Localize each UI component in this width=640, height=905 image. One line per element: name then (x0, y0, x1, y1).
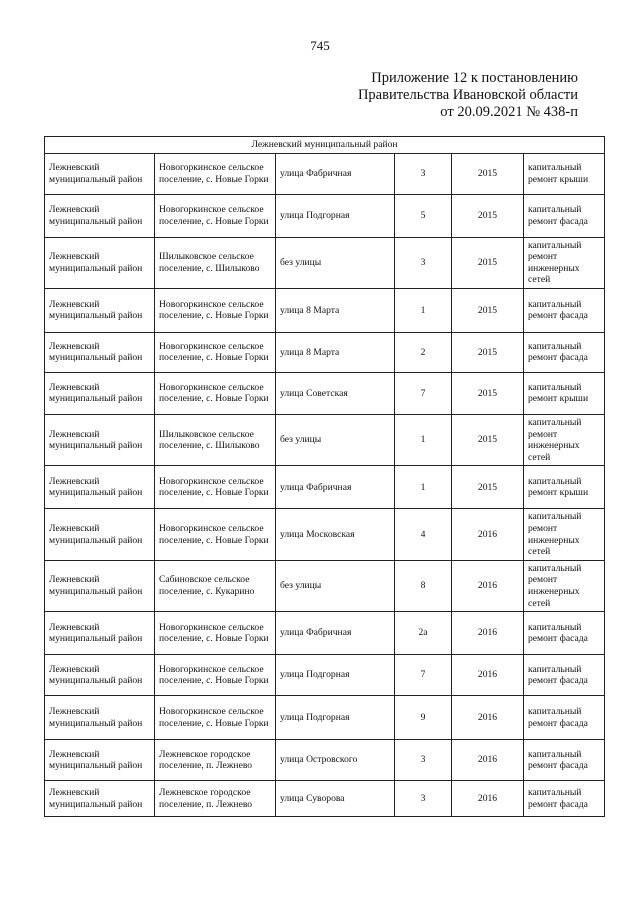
settlement-cell: Сабиновское сельское поселение, с. Кукарино (155, 560, 276, 611)
district-cell: Лежневский муниципальный район (45, 696, 155, 740)
settlement-cell: Новогоркинское сельское поселение, с. Новые Горки (155, 509, 276, 560)
year-cell: 2015 (452, 194, 524, 237)
appendix-line-3: от 20.09.2021 № 438-п (440, 104, 578, 120)
house-number-cell: 7 (395, 655, 452, 696)
house-number-cell: 2а (395, 612, 452, 655)
work-type-cell: капитальный ремонт инженерных сетей (524, 560, 605, 611)
year-cell: 2016 (452, 781, 524, 817)
house-number-cell: 1 (395, 466, 452, 509)
street-cell: улица Подгорная (276, 696, 395, 740)
table-row (45, 696, 605, 740)
table-row (45, 414, 605, 465)
house-number-cell: 1 (395, 288, 452, 332)
district-cell: Лежневский муниципальный район (45, 655, 155, 696)
work-type-cell: капитальный ремонт фасада (524, 612, 605, 655)
year-cell: 2015 (452, 288, 524, 332)
work-type-cell: капитальный ремонт крыши (524, 466, 605, 509)
year-cell: 2015 (452, 414, 524, 465)
street-cell: улица Фабричная (276, 153, 395, 194)
year-cell: 2016 (452, 655, 524, 696)
district-cell: Лежневский муниципальный район (45, 194, 155, 237)
work-type-cell: капитальный ремонт инженерных сетей (524, 237, 605, 288)
street-cell: без улицы (276, 414, 395, 465)
year-cell: 2015 (452, 466, 524, 509)
work-type-cell: капитальный ремонт крыши (524, 372, 605, 414)
settlement-cell: Новогоркинское сельское поселение, с. Новые Горки (155, 153, 276, 194)
house-number-cell: 5 (395, 194, 452, 237)
work-type-cell: капитальный ремонт крыши (524, 153, 605, 194)
district-cell: Лежневский муниципальный район (45, 153, 155, 194)
table-row (45, 466, 605, 509)
year-cell: 2016 (452, 740, 524, 781)
settlement-cell: Лежневское городское поселение, п. Лежнево (155, 781, 276, 817)
table-row (45, 288, 605, 332)
appendix-header (358, 70, 578, 121)
settlement-cell: Шилыковское сельское поселение, с. Шилыково (155, 414, 276, 465)
work-type-cell: капитальный ремонт фасада (524, 655, 605, 696)
street-cell: улица 8 Марта (276, 332, 395, 372)
district-cell: Лежневский муниципальный район (45, 288, 155, 332)
street-cell: улица Фабричная (276, 466, 395, 509)
year-cell: 2016 (452, 696, 524, 740)
year-cell: 2016 (452, 560, 524, 611)
house-number-cell: 1 (395, 414, 452, 465)
settlement-cell: Новогоркинское сельское поселение, с. Новые Горки (155, 612, 276, 655)
work-type-cell: капитальный ремонт инженерных сетей (524, 509, 605, 560)
street-cell: улица Суворова (276, 781, 395, 817)
district-header-row (45, 137, 605, 154)
house-number-cell: 3 (395, 237, 452, 288)
work-type-cell: капитальный ремонт фасада (524, 696, 605, 740)
page-number: 745 (310, 38, 330, 53)
settlement-cell: Новогоркинское сельское поселение, с. Новые Горки (155, 194, 276, 237)
house-number-cell: 7 (395, 372, 452, 414)
work-type-cell: капитальный ремонт фасада (524, 781, 605, 817)
district-cell: Лежневский муниципальный район (45, 466, 155, 509)
district-cell: Лежневский муниципальный район (45, 372, 155, 414)
district-cell: Лежневский муниципальный район (45, 509, 155, 560)
street-cell: улица 8 Марта (276, 288, 395, 332)
settlement-cell: Новогоркинское сельское поселение, с. Новые Горки (155, 466, 276, 509)
year-cell: 2016 (452, 509, 524, 560)
table-row (45, 194, 605, 237)
street-cell: улица Подгорная (276, 655, 395, 696)
table-row (45, 740, 605, 781)
work-type-cell: капитальный ремонт фасада (524, 332, 605, 372)
district-cell: Лежневский муниципальный район (45, 332, 155, 372)
house-number-cell: 3 (395, 153, 452, 194)
table-row (45, 781, 605, 817)
table-row (45, 612, 605, 655)
district-header: Лежневский муниципальный район (45, 137, 605, 154)
settlement-cell: Новогоркинское сельское поселение, с. Новые Горки (155, 696, 276, 740)
house-number-cell: 8 (395, 560, 452, 611)
street-cell: без улицы (276, 237, 395, 288)
table-row (45, 560, 605, 611)
work-type-cell: капитальный ремонт фасада (524, 194, 605, 237)
repair-registry-table (44, 136, 605, 817)
settlement-cell: Новогоркинское сельское поселение, с. Новые Горки (155, 372, 276, 414)
year-cell: 2015 (452, 153, 524, 194)
street-cell: улица Московская (276, 509, 395, 560)
appendix-line-1: Приложение 12 к постановлению (371, 70, 578, 86)
street-cell: улица Островского (276, 740, 395, 781)
settlement-cell: Новогоркинское сельское поселение, с. Новые Горки (155, 332, 276, 372)
work-type-cell: капитальный ремонт фасада (524, 288, 605, 332)
settlement-cell: Новогоркинское сельское поселение, с. Новые Горки (155, 288, 276, 332)
district-cell: Лежневский муниципальный район (45, 612, 155, 655)
settlement-cell: Новогоркинское сельское поселение, с. Новые Горки (155, 655, 276, 696)
settlement-cell: Шилыковское сельское поселение, с. Шилыково (155, 237, 276, 288)
street-cell: улица Фабричная (276, 612, 395, 655)
table-row (45, 372, 605, 414)
work-type-cell: капитальный ремонт фасада (524, 740, 605, 781)
house-number-cell: 3 (395, 740, 452, 781)
year-cell: 2015 (452, 237, 524, 288)
year-cell: 2015 (452, 332, 524, 372)
work-type-cell: капитальный ремонт инженерных сетей (524, 414, 605, 465)
house-number-cell: 4 (395, 509, 452, 560)
table-row (45, 237, 605, 288)
table-row (45, 655, 605, 696)
table-row (45, 332, 605, 372)
district-cell: Лежневский муниципальный район (45, 740, 155, 781)
street-cell: улица Подгорная (276, 194, 395, 237)
table-row (45, 509, 605, 560)
district-cell: Лежневский муниципальный район (45, 560, 155, 611)
house-number-cell: 3 (395, 781, 452, 817)
table-row (45, 153, 605, 194)
house-number-cell: 2 (395, 332, 452, 372)
year-cell: 2016 (452, 612, 524, 655)
year-cell: 2015 (452, 372, 524, 414)
settlement-cell: Лежневское городское поселение, п. Лежнево (155, 740, 276, 781)
district-cell: Лежневский муниципальный район (45, 237, 155, 288)
house-number-cell: 9 (395, 696, 452, 740)
district-cell: Лежневский муниципальный район (45, 781, 155, 817)
appendix-line-2: Правительства Ивановской области (357, 87, 578, 103)
street-cell: улица Советская (276, 372, 395, 414)
street-cell: без улицы (276, 560, 395, 611)
district-cell: Лежневский муниципальный район (45, 414, 155, 465)
